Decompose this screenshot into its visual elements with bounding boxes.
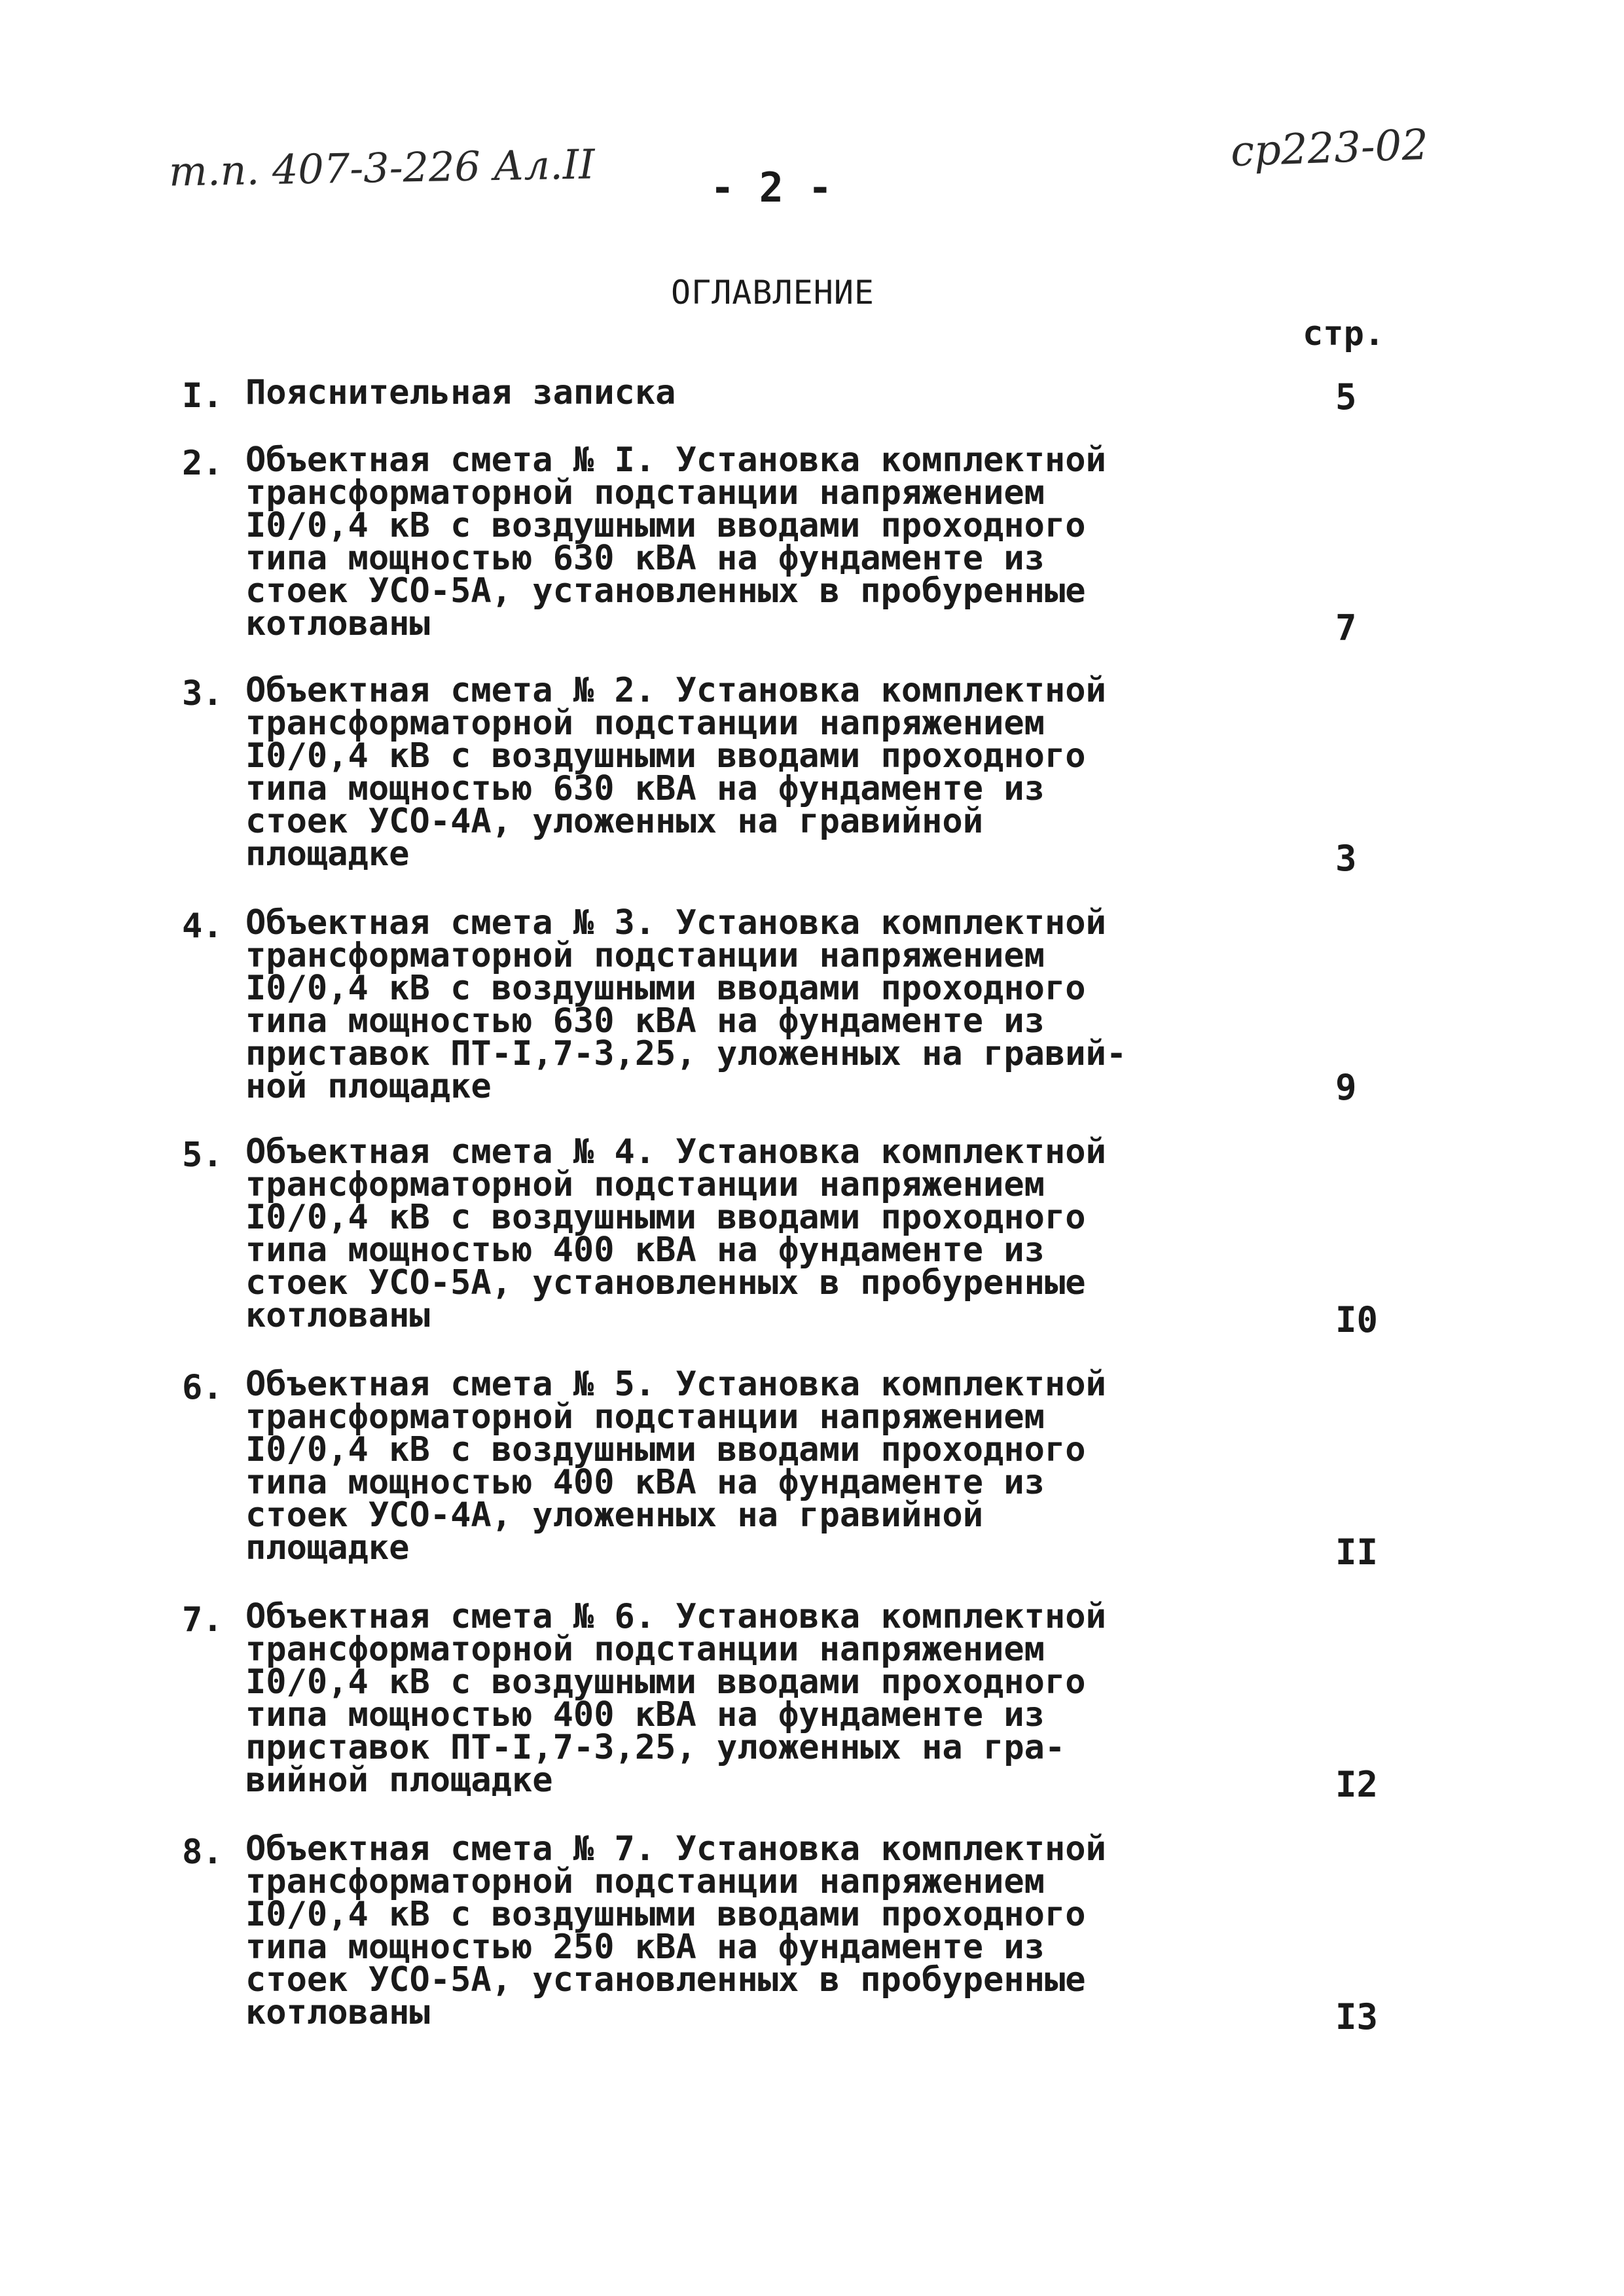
- entry-line: трансформаторной подстанции напряжением: [245, 936, 1045, 975]
- toc-title: ОГЛАВЛЕНИЕ: [671, 274, 875, 312]
- entry-line: площадке: [245, 834, 410, 874]
- entry-line: типа мощностью 400 кВА на фундаменте из: [245, 1463, 1045, 1502]
- entry-line: I0/0,4 кВ с воздушными вводами проходного: [245, 1662, 1086, 1702]
- entry-page: 3: [1335, 838, 1357, 879]
- entry-line: типа мощностью 400 кВА на фундаменте из: [245, 1230, 1045, 1270]
- entry-line: типа мощностью 250 кВА на фундаменте из: [245, 1928, 1045, 1967]
- entry-page: 9: [1335, 1067, 1357, 1108]
- entry-text: [245, 1132, 1106, 1335]
- entry-line: Объектная смета № I. Установка комплектной: [245, 440, 1106, 480]
- entry-line: Объектная смета № 6. Установка комплектной: [245, 1597, 1106, 1636]
- entry-line: Объектная смета № 2. Установка комплектной: [245, 671, 1106, 710]
- entry-line: приставок ПТ-I,7-3,25, уложенных на гра-: [245, 1728, 1066, 1767]
- sheet-code: ср223-02: [1229, 120, 1430, 177]
- entry-line: Объектная смета № 7. Установка комплектной: [245, 1829, 1106, 1869]
- entry-line: котлованы: [245, 1993, 430, 2032]
- entry-number: 3.: [182, 674, 223, 713]
- entry-line: типа мощностью 630 кВА на фундаменте из: [245, 1001, 1045, 1041]
- entry-line: I0/0,4 кВ с воздушными вводами проходного: [245, 969, 1086, 1008]
- entry-line: Пояснительная записка: [245, 373, 676, 412]
- entry-line: вийной площадке: [245, 1761, 553, 1800]
- entry-line: типа мощностью 400 кВА на фундаменте из: [245, 1695, 1045, 1734]
- entry-line: I0/0,4 кВ с воздушными вводами проходного: [245, 1895, 1086, 1934]
- entry-number: I.: [182, 376, 223, 416]
- entry-page: I2: [1335, 1764, 1379, 1805]
- entry-number: 5.: [182, 1136, 223, 1175]
- entry-page: 7: [1335, 607, 1357, 649]
- entry-number: 4.: [182, 906, 223, 946]
- entry-line: ной площадке: [245, 1067, 492, 1106]
- entry-line: котлованы: [245, 604, 430, 643]
- page-number: - 2 -: [710, 164, 833, 211]
- entry-line: Объектная смета № 5. Установка комплектной: [245, 1365, 1106, 1404]
- entry-line: стоек УСО-4А, уложенных на гравийной: [245, 1496, 984, 1535]
- entry-text: [245, 903, 1127, 1106]
- entry-text: [245, 373, 676, 412]
- entry-page: I3: [1335, 1996, 1379, 2037]
- entry-line: I0/0,4 кВ с воздушными вводами проходного: [245, 506, 1086, 545]
- entry-text: [245, 440, 1106, 643]
- entry-number: 8.: [182, 1833, 223, 1872]
- entry-text: [245, 1597, 1106, 1800]
- entry-line: стоек УСО-5А, установленных в пробуренные: [245, 1960, 1086, 2000]
- entry-text: [245, 671, 1106, 874]
- entry-line: стоек УСО-4А, уложенных на гравийной: [245, 802, 984, 841]
- entry-line: трансформаторной подстанции напряжением: [245, 704, 1045, 743]
- entry-page: 5: [1335, 376, 1357, 418]
- entry-number: 2.: [182, 444, 223, 483]
- entry-line: трансформаторной подстанции напряжением: [245, 1862, 1045, 1901]
- entry-line: I0/0,4 кВ с воздушными вводами проходного: [245, 1430, 1086, 1469]
- entry-line: типа мощностью 630 кВА на фундаменте из: [245, 539, 1045, 578]
- entry-line: I0/0,4 кВ с воздушными вводами проходного: [245, 1198, 1086, 1237]
- entry-page: II: [1335, 1532, 1379, 1573]
- entry-line: типа мощностью 630 кВА на фундаменте из: [245, 769, 1045, 808]
- entry-line: Объектная смета № 4. Установка комплектной: [245, 1132, 1106, 1172]
- entry-line: трансформаторной подстанции напряжением: [245, 1397, 1045, 1437]
- entry-line: трансформаторной подстанции напряжением: [245, 1165, 1045, 1204]
- entry-text: [245, 1829, 1106, 2032]
- entry-line: стоек УСО-5А, установленных в пробуренные: [245, 571, 1086, 611]
- page-column-header: стр.: [1303, 314, 1385, 353]
- entry-line: приставок ПТ-I,7-3,25, уложенных на гравий-: [245, 1034, 1127, 1073]
- entry-number: 7.: [182, 1600, 223, 1640]
- entry-line: площадке: [245, 1528, 410, 1568]
- entry-line: стоек УСО-5А, установленных в пробуренные: [245, 1263, 1086, 1302]
- entry-line: I0/0,4 кВ с воздушными вводами проходного: [245, 736, 1086, 776]
- entry-line: Объектная смета № 3. Установка комплектной: [245, 903, 1106, 942]
- entry-line: котлованы: [245, 1296, 430, 1335]
- entry-page: I0: [1335, 1299, 1379, 1340]
- entry-line: трансформаторной подстанции напряжением: [245, 473, 1045, 512]
- entry-number: 6.: [182, 1368, 223, 1407]
- entry-line: трансформаторной подстанции напряжением: [245, 1630, 1045, 1669]
- entry-text: [245, 1365, 1106, 1568]
- document-code: т.п. 407-3-226 Ал.II: [168, 140, 596, 196]
